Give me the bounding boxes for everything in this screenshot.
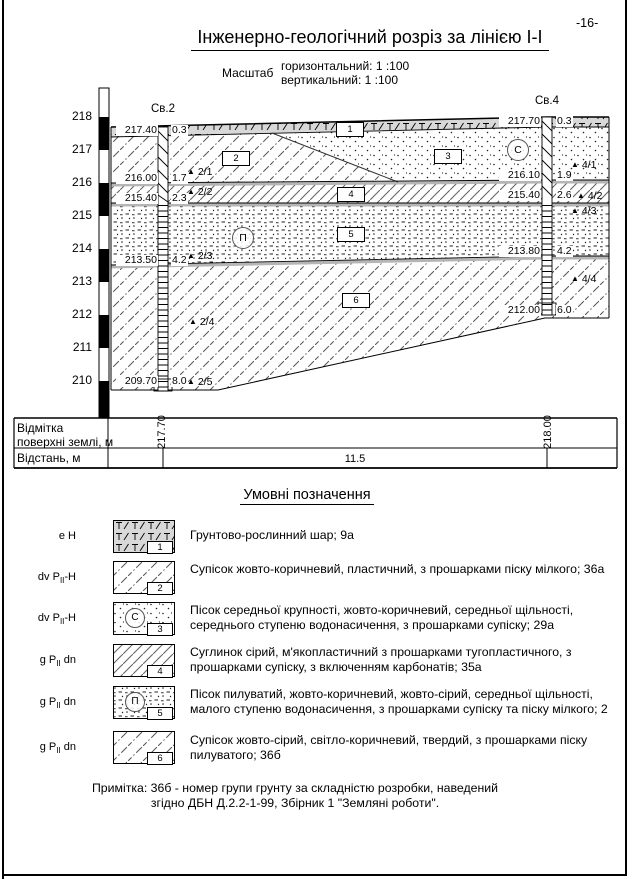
page-number: -16-: [576, 16, 599, 30]
layer-tag-3: 3: [434, 149, 462, 164]
legend-tag-2: 2: [147, 582, 173, 595]
sample-marker-icon: ▲: [187, 167, 195, 176]
elev-tick-212: 212: [71, 307, 92, 321]
legend-text-2: Супісок жовто-коричневий, пластичний, з прошарками піску мілкого; 36а: [190, 562, 605, 576]
legend-geo-index-1: е Н: [58, 530, 76, 542]
layer-tag-4: 4: [337, 187, 365, 202]
legend-tag-1: 1: [147, 541, 173, 554]
legend-text-6: Супісок жовто-сірий, світло-коричневий, твердий, з прошарками піску пилуватого; 36б: [190, 733, 588, 762]
bh2-elev-3: 213.50: [116, 255, 158, 266]
elev-tick-214: 214: [71, 241, 92, 255]
legend-circle-3: С: [125, 608, 145, 628]
bh2-elev-4: 209.70: [116, 376, 158, 387]
elev-tick-211: 211: [72, 340, 92, 354]
legend-circle-5: П: [125, 692, 145, 712]
bh4-sample-4-1: ▲ 4/1: [571, 159, 597, 171]
borehole-sv4-name: Св.4: [524, 95, 570, 107]
bh2-sample-2-4: ▲ 2/4: [189, 316, 215, 328]
sample-marker-icon: ▲: [187, 251, 195, 260]
soil-circle-sand-silty: П: [232, 227, 254, 249]
bh2-elev-1: 216.00: [116, 173, 158, 184]
layer-tag-5: 5: [337, 227, 365, 242]
legend-symbol-2: [113, 561, 175, 594]
bh2-sample-2-1: ▲ 2/1: [187, 166, 213, 178]
sample-marker-icon: ▲: [571, 160, 579, 169]
legend-title: Умовні позначення: [0, 487, 614, 503]
bh4-elev-4: 212.00: [499, 305, 541, 316]
layer-tag-6: 6: [342, 293, 370, 308]
legend-tag-3: 3: [147, 623, 173, 636]
bh2-sample-2-3: ▲ 2/3: [187, 250, 213, 262]
elev-tick-213: 213: [71, 274, 92, 288]
note-line-1: Примітка: 36б - номер групи грунту за складністю розробки, наведений: [91, 781, 499, 795]
bh2-depth-0: 0.3: [172, 124, 187, 136]
elev-tick-215: 215: [71, 208, 92, 222]
elevation-ruler: [99, 88, 109, 418]
legend-text-4: Суглинок сірий, м'якопластичний з прошарками тугопластичного, з прошарками супіску, з включенням карбонатів; 35а: [190, 645, 572, 674]
sample-marker-icon: ▲: [571, 274, 579, 283]
legend-symbol-1: [113, 520, 175, 553]
bh2-depth-4: 8.0: [172, 375, 187, 387]
table-distance-value: 11.5: [344, 453, 366, 465]
legend-symbol-6: [113, 731, 175, 764]
sample-marker-icon: ▲: [187, 187, 195, 196]
soil-circle-sand-medium: С: [507, 139, 529, 161]
page-title: Інженерно-геологічний розріз за лінією I-I: [150, 27, 590, 51]
bh2-elev-0: 217.40: [116, 125, 158, 136]
legend-geo-index-6: g $P_{II}$ dn: [39, 741, 76, 756]
legend-tag-5: 5: [147, 707, 173, 720]
bh4-elev-0: 217.70: [499, 116, 541, 127]
bh4-depth-2: 2.6: [557, 189, 572, 201]
legend-text-1: Грунтово-рослинний шар; 9а: [190, 528, 354, 542]
table-distance-row-label: Відстань, м: [17, 451, 81, 465]
legend-geo-index-4: g $P_{II}$ dn: [39, 654, 76, 669]
sample-marker-icon: ▲: [577, 191, 585, 200]
bh4-depth-1: 1.9: [557, 169, 572, 181]
bh2-depth-1: 1.7: [172, 172, 187, 184]
elev-tick-210: 210: [71, 373, 92, 387]
table-surface-value-sv4: 218.00: [542, 415, 554, 449]
layer-tag-1: 1: [336, 122, 364, 137]
sample-marker-icon: ▲: [189, 317, 197, 326]
bh2-depth-3: 4.2: [172, 254, 187, 266]
bh4-sample-4-4: ▲ 4/4: [571, 273, 597, 285]
bh4-elev-1: 216.10: [499, 170, 541, 181]
sample-marker-icon: ▲: [571, 206, 579, 215]
elev-tick-216: 216: [71, 175, 92, 189]
borehole-sv2-name: Св.2: [140, 103, 186, 115]
legend-text-3: Пісок середньої крупності, жовто-коричневий, середньої щільності, середнього ступеню водонасичення, з прошарками супіску; 29а: [190, 603, 574, 632]
layer-tag-2: 2: [222, 151, 250, 166]
table-surface-row-label: Відмітка поверхні землі, м: [17, 421, 114, 449]
legend-symbol-4: [113, 644, 175, 677]
scale-horizontal: горизонтальний: 1 :100: [281, 59, 410, 73]
sample-marker-icon: ▲: [187, 377, 195, 386]
table-surface-value-sv2: 217.70: [156, 415, 168, 449]
bh2-depth-2: 2.3: [172, 192, 187, 204]
scale-vertical: вертикальний: 1 :100: [281, 73, 399, 87]
legend-tag-4: 4: [147, 665, 173, 678]
legend-tag-6: 6: [147, 752, 173, 765]
legend-text-5: Пісок пилуватий, жовто-коричневий, жовто-сірий, середньої щільності, малого ступеню водонасичення, з прошарками супіску та піску мілкого; 2: [190, 687, 608, 716]
note-line-2: згідно ДБН Д.2.2-1-99, Збірник 1 "Земляні роботи".: [150, 796, 440, 810]
bh4-depth-4: 6.0: [557, 304, 572, 316]
layer6-supesok-region: [111, 256, 609, 390]
legend-geo-index-5: g $P_{II}$ dn: [39, 696, 76, 711]
bh2-sample-2-2: ▲ 2/2: [187, 186, 213, 198]
bh4-elev-2: 215.40: [499, 190, 541, 201]
scale-label: Масштаб: [222, 66, 274, 80]
bh4-depth-3: 4.2: [557, 245, 572, 257]
legend-geo-index-3: dv $P_{II}-Н$: [37, 612, 76, 627]
legend-geo-index-2: dv $P_{II}-Н$: [37, 571, 76, 586]
bh4-elev-3: 213.80: [499, 246, 541, 257]
bh4-sample-4-3: ▲ 4/3: [571, 205, 597, 217]
legend-symbol-5: [113, 686, 175, 719]
elev-tick-217: 217: [71, 142, 92, 156]
legend-symbol-3: [113, 602, 175, 635]
bh4-depth-0: 0.3: [557, 115, 572, 127]
bh2-elev-2: 215.40: [116, 193, 158, 204]
bh4-sample-4-2: ▲ 4/2: [577, 190, 603, 202]
elev-tick-218: 218: [71, 109, 92, 123]
bh2-sample-2-5: ▲ 2/5: [187, 376, 213, 388]
